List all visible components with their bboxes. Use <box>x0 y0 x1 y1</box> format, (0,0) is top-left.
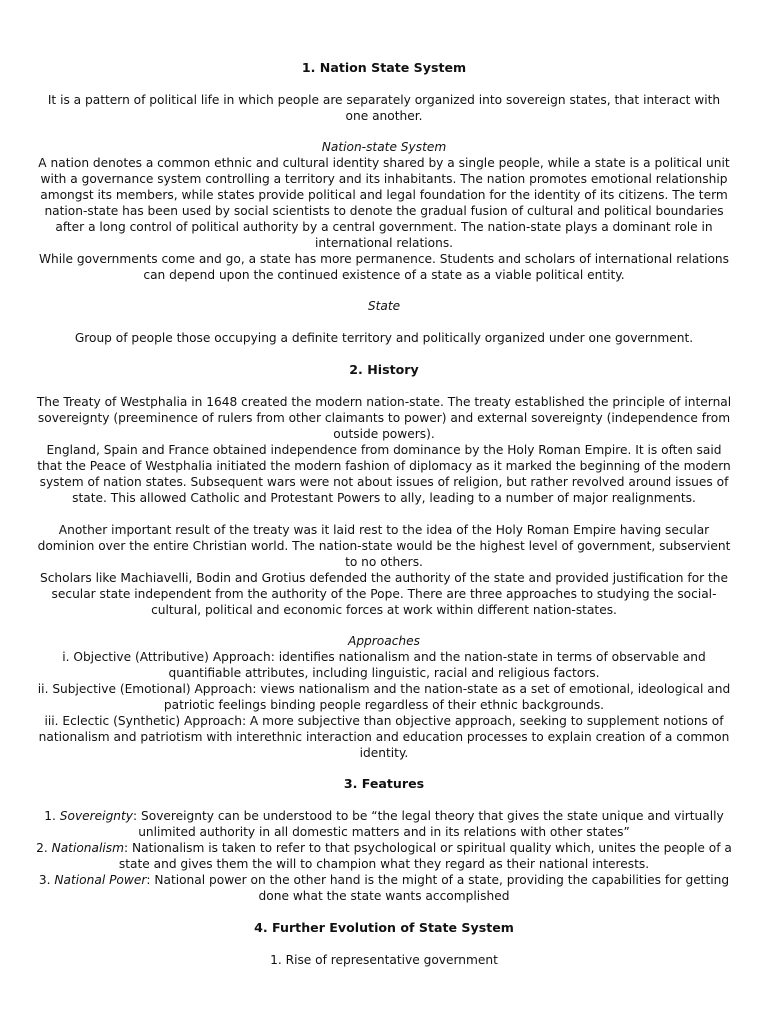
nation-state-subheading: Nation-state System <box>321 140 447 154</box>
nation-state-paragraph: A nation denotes a common ethnic and cultural identity shared by a single people, while a state is a political unit with a governance system controlling a territory and its inhabitants. The nation promotes emotional relationship amongst its members, while states provide political and legal foundation for the identity of its citizens. The term nation-state has been used by social scientists to denote the gradual fusion of cultural and political boundaries after a long control of political authority by a central government. The nation-state plays a dominant role in international relations. <box>38 156 730 250</box>
feature-national-power <box>36 872 732 904</box>
feature-term-nationalism: Nationalism <box>51 841 124 855</box>
approach-objective: i. Objective (Attributive) Approach: identifies nationalism and the nation-state in terms of observable and quantifiable attributes, including linguistic, racial and religious factors. <box>62 650 706 680</box>
state-definition: Group of people those occupying a definite territory and politically organized under one government. <box>74 331 694 345</box>
history-paragraph-westphalia: The Treaty of Westphalia in 1648 created the modern nation-state. The treaty established the principle of internal sovereignty (preeminence of rulers from other claimants to power) and external sovereignty (independence from outside powers). <box>36 395 732 441</box>
section-4-heading: 4. Further Evolution of State System <box>254 920 514 935</box>
feature-sovereignty <box>36 808 732 840</box>
feature-text: : National power on the other hand is the might of a state, providing the capabilities for getting done what the state wants accomplished <box>146 873 730 903</box>
feature-term-national-power: National Power <box>54 873 147 887</box>
section-1-intro: It is a pattern of political life in which people are separately organized into sovereign states, that interact with one another. <box>47 93 721 123</box>
approaches-subheading: Approaches <box>347 634 421 648</box>
feature-nationalism <box>36 840 732 872</box>
history-paragraph-independence: England, Spain and France obtained independence from dominance by the Holy Roman Empire. It is often said that the Peace of Westphalia initiated the modern fashion of diplomacy as it marked the beginning of the modern system of nation states. Subsequent wars were not about issues of religion, but rather revolved around issues of state. This allowed Catholic and Protestant Powers to ally, leading to a number of major realignments. <box>37 443 731 505</box>
section-3-heading: 3. Features <box>343 776 425 791</box>
feature-text: : Sovereignty can be understood to be “the legal theory that gives the state unique and virtually unlimited authority in all domestic matters and in its relations with other states” <box>133 809 724 839</box>
government-permanence-paragraph: While governments come and go, a state has more permanence. Students and scholars of international relations can depend upon the continued existence of a state as a viable political entity. <box>39 252 729 282</box>
feature-number: 2. <box>36 841 52 855</box>
approach-eclectic: iii. Eclectic (Synthetic) Approach: A more subjective than objective approach, seeking to supplement notions of nationalism and patriotism with interethnic interaction and education processes to explain creation of a common identity. <box>38 714 730 760</box>
history-paragraph-holy-roman-empire: Another important result of the treaty was it laid rest to the idea of the Holy Roman Empire having secular dominion over the entire Christian world. The nation-state would be the highest level of government, subservient to no others. <box>37 523 731 569</box>
section-2-heading: 2. History <box>349 362 419 377</box>
history-paragraph-scholars: Scholars like Machiavelli, Bodin and Grotius defended the authority of the state and provided justification for the secular state independent from the authority of the Pope. There are three approaches to studying the social-cultural, political and economic forces at work within different nation-states. <box>39 571 729 617</box>
state-subheading: State <box>367 299 401 313</box>
feature-term-sovereignty: Sovereignty <box>59 809 134 823</box>
evolution-item-1: 1. Rise of representative government <box>270 953 498 967</box>
approach-subjective: ii. Subjective (Emotional) Approach: views nationalism and the nation-state as a set of emotional, ideological and patriotic feelings binding people regardless of their ethnic backgrounds. <box>37 682 731 712</box>
feature-number: 3. <box>38 873 55 887</box>
feature-text: : Nationalism is taken to refer to that psychological or spiritual quality which, unites the people of a state and gives them the will to champion what they regard as their national interests. <box>118 841 732 871</box>
section-1-heading: 1. Nation State System <box>301 60 467 75</box>
feature-number: 1. <box>44 809 60 823</box>
